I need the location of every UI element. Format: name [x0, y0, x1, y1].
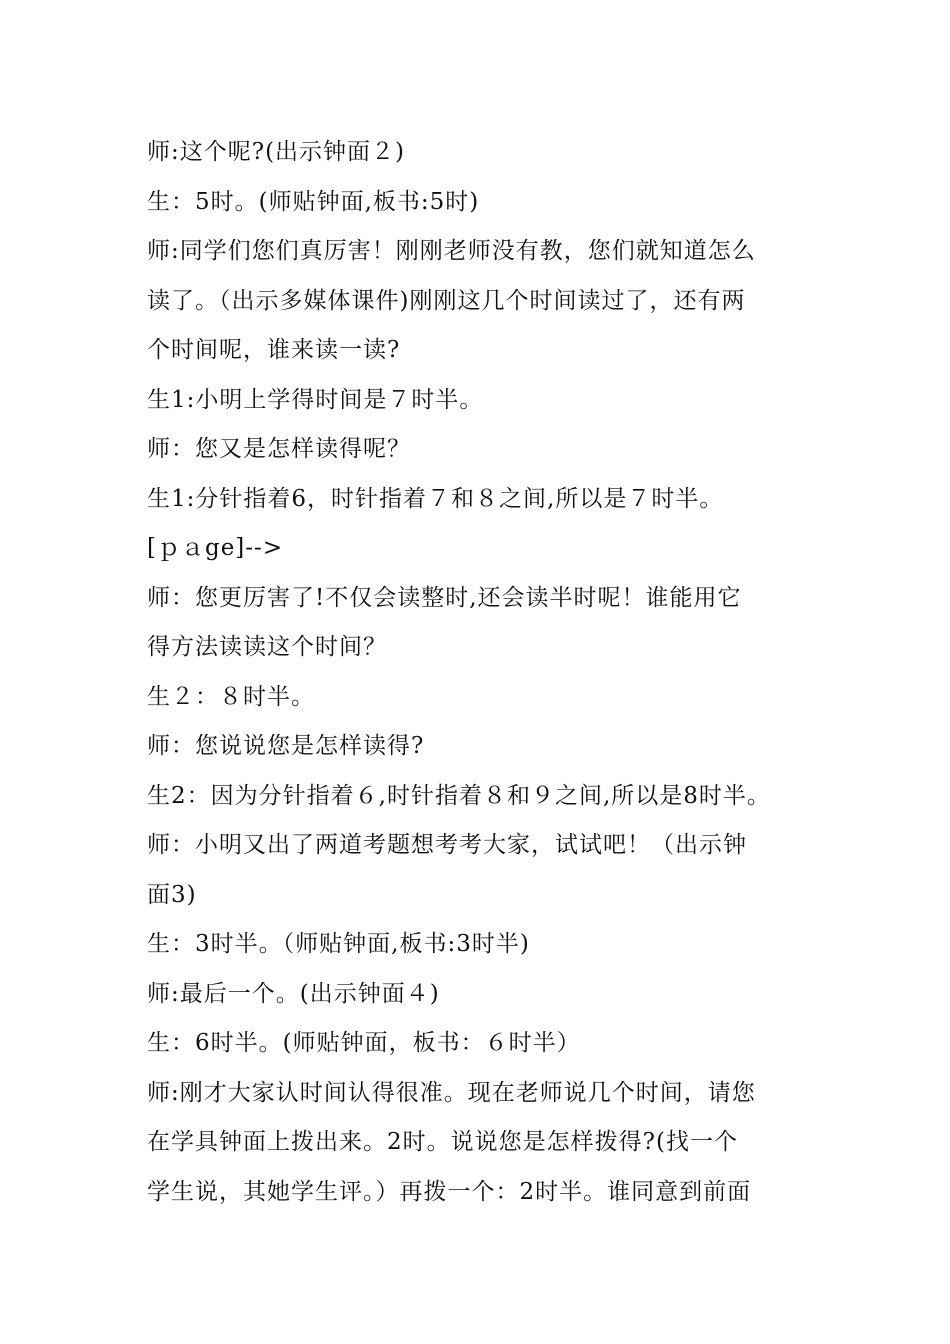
page-marker: [ｐａge]-->: [147, 535, 284, 561]
text-line: 生：6时半。(师贴钟面，板书：６时半）: [147, 1030, 581, 1056]
document-body: [147, 128, 827, 1217]
text-line: 面3): [147, 881, 197, 908]
text-line: 师：您更厉害了!不仅会读整时,还会读半时呢！谁能用它: [147, 584, 742, 611]
text-line: 师：小明又出了两道考题想考考大家，试试吧！（出示钟: [147, 832, 747, 858]
text-line: 生２：８时半。: [147, 683, 315, 710]
text-line: 读了。（出示多媒体课件)刚刚这几个时间读过了，还有两: [147, 287, 746, 314]
text-line: 学生说，其她学生评。）再拨一个：2时半。谁同意到前面: [147, 1178, 752, 1205]
text-line: 师:这个呢?(出示钟面２): [147, 139, 406, 165]
text-line: 师：您说说您是怎样读得?: [147, 733, 425, 759]
text-line: 师：您又是怎样读得呢？: [147, 436, 411, 462]
text-line: 师:刚才大家认时间认得很准。现在老师说几个时间，请您: [147, 1079, 756, 1106]
text-line: 个时间呢，谁来读一读?: [147, 337, 401, 363]
text-line: 生：3时半。（师贴钟面,板书:3时半): [147, 931, 530, 957]
text-line: 得方法读读这个时间？: [147, 634, 387, 660]
text-line: 生2：因为分针指着６,时针指着８和９之间,所以是8时半。: [147, 782, 771, 809]
text-line: 生1:分针指着6，时针指着７和８之间,所以是７时半。: [147, 485, 724, 512]
text-line: 在学具钟面上拨出来。2时。说说您是怎样拨得?(找一个: [147, 1129, 738, 1155]
text-line: 生1:小明上学得时间是７时半。: [147, 386, 484, 413]
text-line: 师:同学们您们真厉害！刚刚老师没有教，您们就知道怎么: [147, 238, 756, 264]
text-line: 师:最后一个。(出示钟面４): [147, 980, 440, 1007]
text-line: 生：5时。(师贴钟面,板书:5时): [147, 188, 480, 215]
